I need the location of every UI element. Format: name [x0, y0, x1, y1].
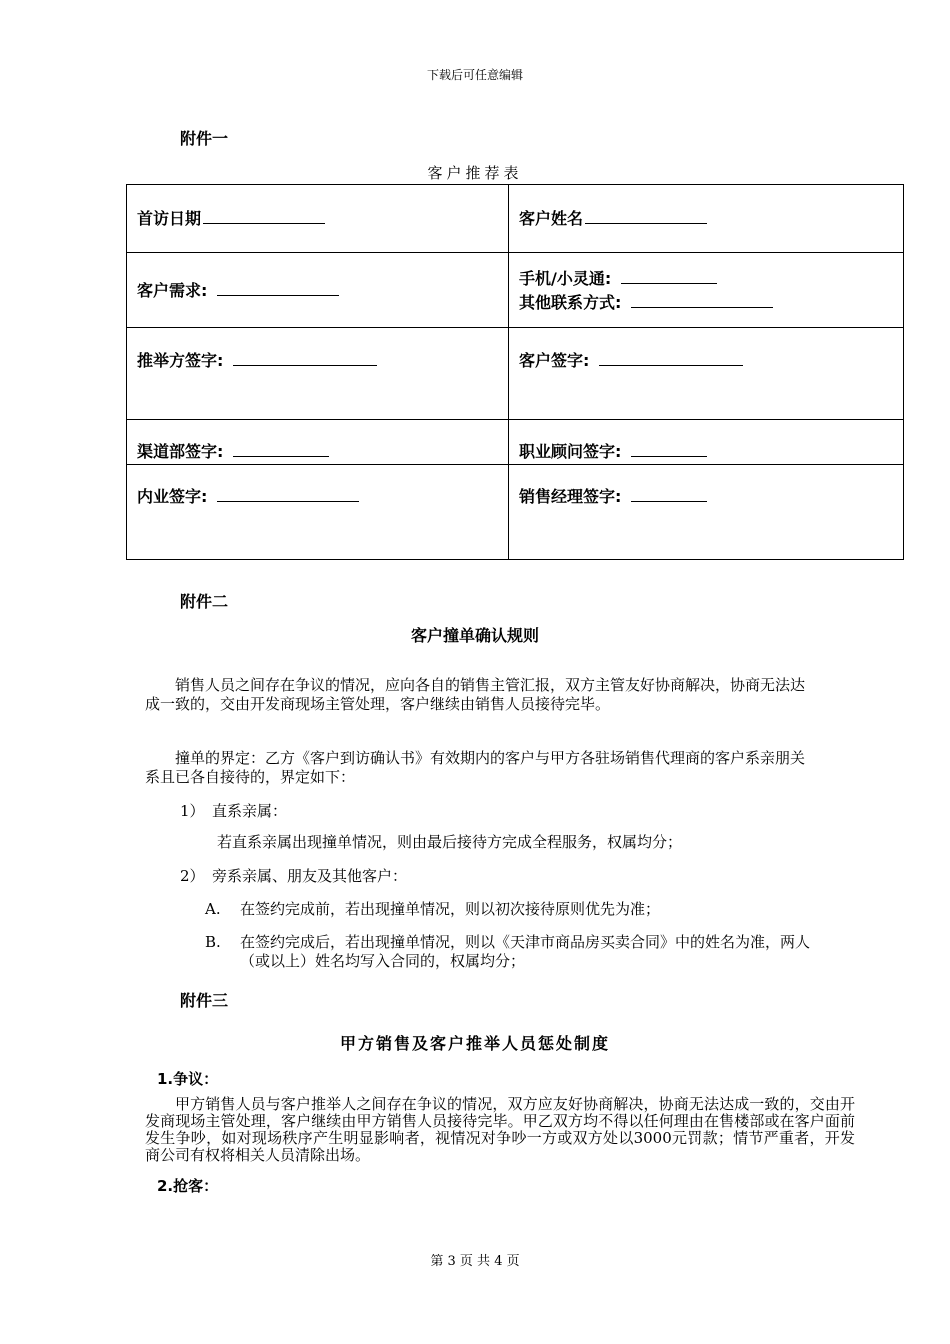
cell-contact: [509, 253, 904, 328]
customer-signature-blank[interactable]: [599, 349, 743, 366]
first-visit-date-label: 首访日期: [137, 209, 202, 228]
attachment-3-label: 附件三: [180, 991, 229, 1010]
item-a-text: 在签约完成前，若出现撞单情况，则以初次接待原则优先为准；: [240, 900, 661, 918]
cell-customer-signature: [509, 328, 904, 420]
customer-name-blank[interactable]: [585, 207, 707, 224]
page-header-note: 下载后可任意编辑: [426, 68, 523, 82]
item-2-number: 2）: [180, 867, 205, 885]
internal-signature-blank[interactable]: [217, 485, 359, 502]
cell-manager-signature: [509, 465, 904, 560]
cell-customer-needs: [127, 253, 509, 328]
customer-needs-blank[interactable]: [217, 279, 339, 296]
item-a-number: A.: [205, 900, 221, 918]
channel-signature-label: 渠道部签字:: [137, 442, 224, 461]
item-b-number: B.: [205, 933, 221, 951]
page-number: 第 3 页 共 4 页: [430, 1254, 520, 1269]
mobile-blank[interactable]: [621, 267, 717, 284]
other-contact-label: 其他联系方式:: [519, 293, 622, 312]
section-2-heading: 2.抢客：: [157, 1177, 219, 1195]
cell-customer-name: [509, 185, 904, 253]
section-1-text: 甲方销售人员与客户推举人之间存在争议的情况，双方应友好协商解决，协商无法达成一致的，交由开发商现场主管处理，客户继续由甲方销售人员接待完毕。甲乙双方均不得以任何理由在售楼部或在客户面前发生争吵，如对现场秩序产生明显影响者，视情况对争吵一方或双方处以3000元罚款；情节严重者，开发商公司有权将相关人员清除出场。: [145, 1095, 855, 1164]
customer-needs-label: 客户需求:: [137, 281, 208, 300]
customer-name-label: 客户姓名: [519, 209, 584, 228]
item-1-label: 直系亲属：: [212, 802, 288, 820]
item-b-text: 在签约完成后，若出现撞单情况，则以《天津市商品房买卖合同》中的姓名为准，两人（或以上）姓名均写入合同的，权属均分；: [240, 933, 811, 970]
cell-recommender-signature: [127, 328, 509, 420]
collision-rules-paragraph-1: 销售人员之间存在争议的情况，应向各自的销售主管汇报，双方主管友好协商解决，协商无法达成一致的，交由开发商现场主管处理，客户继续由销售人员接待完毕。: [145, 676, 806, 713]
customer-signature-label: 客户签字:: [519, 351, 590, 370]
other-contact-blank[interactable]: [631, 291, 773, 308]
customer-recommendation-table: [126, 184, 904, 560]
internal-signature-label: 内业签字:: [137, 487, 208, 506]
penalty-system-title: 甲方销售及客户推举人员惩处制度: [339, 1034, 610, 1053]
mobile-label: 手机/小灵通:: [519, 269, 612, 288]
collision-rules-paragraph-2: 撞单的界定：乙方《客户到访确认书》有效期内的客户与甲方各驻场销售代理商的客户系亲朋关系且已各自接待的，界定如下：: [145, 749, 806, 786]
manager-signature-label: 销售经理签字:: [519, 487, 622, 506]
manager-signature-blank[interactable]: [631, 485, 707, 502]
item-2-label: 旁系亲属、朋友及其他客户：: [212, 867, 408, 885]
cell-internal-signature: [127, 465, 509, 560]
attachment-2-label: 附件二: [180, 592, 229, 611]
channel-signature-blank[interactable]: [233, 440, 329, 457]
recommendation-table-title: 客户推荐表: [427, 164, 523, 182]
recommender-signature-label: 推举方签字:: [137, 351, 224, 370]
consultant-signature-blank[interactable]: [631, 440, 707, 457]
section-1-heading: 1.争议：: [157, 1070, 219, 1088]
collision-rules-title: 客户撞单确认规则: [410, 626, 539, 645]
cell-channel-signature: [127, 420, 509, 465]
consultant-signature-label: 职业顾问签字:: [519, 442, 622, 461]
attachment-1-label: 附件一: [180, 129, 229, 148]
recommender-signature-blank[interactable]: [233, 349, 377, 366]
item-1-number: 1）: [180, 802, 205, 820]
first-visit-date-blank[interactable]: [203, 207, 325, 224]
cell-consultant-signature: [509, 420, 904, 465]
item-1-text: 若直系亲属出现撞单情况，则由最后接待方完成全程服务，权属均分；: [217, 833, 683, 851]
cell-first-visit-date: [127, 185, 509, 253]
